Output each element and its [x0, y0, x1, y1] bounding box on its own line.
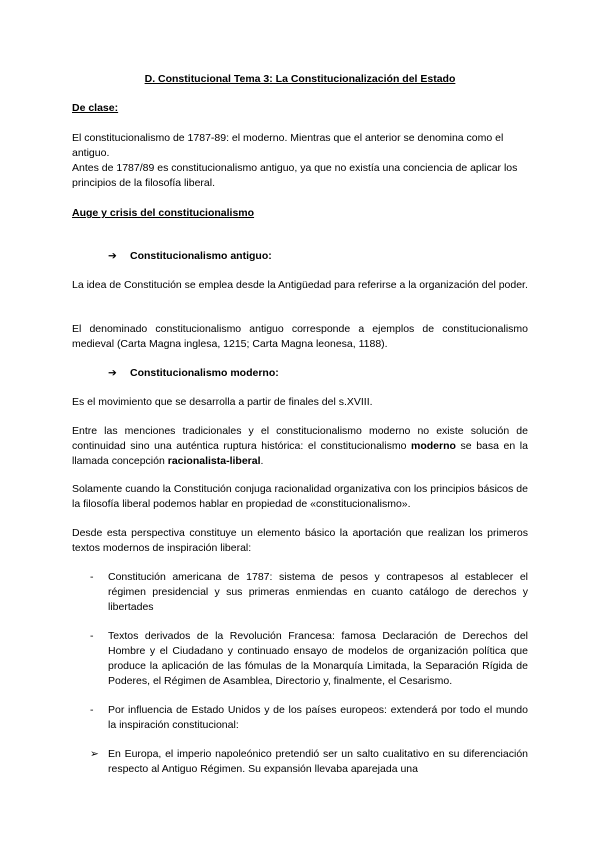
paragraph: Antes de 1787/89 es constitucionalismo antiguo, ya que no existía una conciencia de aplicar los principios de la filosofía liberal. — [72, 162, 518, 189]
paragraph: La idea de Constitución se emplea desde la Antigüedad para referirse a la organización del poder. — [72, 279, 528, 291]
section-heading-de-clase: De clase: — [72, 102, 119, 114]
bullet-dash: - — [90, 571, 94, 583]
text-run: . — [260, 455, 264, 467]
arrowhead-bullet-icon: ➢ — [90, 748, 99, 760]
section-heading-auge: Auge y crisis del constitucionalismo — [72, 207, 255, 219]
text-run: Entre las menciones tradicionales y el constitucionalismo moderno no existe solución de continuidad sino una auténtica ruptura histórica: el constitucionalismo — [72, 425, 528, 452]
document-title: D. Constitucional Tema 3: La Constitucionalización del Estado — [144, 73, 456, 85]
list-item-text: Constitución americana de 1787: sistema de pesos y contrapesos al establecer el régimen presidencial y sus primeras enmiendas en cuanto catálogo de derechos y libertades — [108, 571, 528, 613]
paragraph: El constitucionalismo de 1787-89: el moderno. Mientras que el anterior se denomina como el antiguo. — [72, 132, 504, 159]
paragraph: Desde esta perspectiva constituye un elemento básico la aportación que realizan los primeros textos modernos de inspiración liberal: — [72, 527, 528, 554]
arrow-icon: ➔ — [108, 367, 117, 379]
list-item-text: Textos derivados de la Revolución Francesa: famosa Declaración de Derechos del Hombre y el Ciudadano y continuado ensayo de modelos de organización política que produce la aplicación de las fómulas de la Monarquía Limitada, la Separación Rígida de Poderes, el Régimen de Asamblea, Directorio y, finalmente, el Cesarismo. — [108, 630, 528, 687]
bullet-dash: - — [90, 704, 94, 716]
paragraph: Solamente cuando la Constitución conjuga racionalidad organizativa con los principios básicos de la filosofía liberal podemos hablar en propiedad de «constitucionalismo». — [72, 483, 528, 510]
paragraph: El denominado constitucionalismo antiguo corresponde a ejemplos de constitucionalismo medieval (Carta Magna inglesa, 1215; Carta Magna leonesa, 1188). — [72, 323, 528, 350]
arrow-icon: ➔ — [108, 250, 117, 262]
subheading-label: Constitucionalismo antiguo: — [130, 250, 272, 262]
list-item-text: En Europa, el imperio napoleónico pretendió ser un salto cualitativo en su diferenciación respecto al Antiguo Régimen. Su expansión llevaba aparejada una — [108, 748, 528, 775]
bold-term: moderno — [411, 440, 456, 452]
subheading-antiguo — [108, 249, 272, 264]
subheading-moderno — [108, 366, 279, 381]
subheading-label: Constitucionalismo moderno: — [130, 367, 279, 379]
paragraph — [72, 424, 528, 469]
paragraph: Es el movimiento que se desarrolla a partir de finales del s.XVIII. — [72, 396, 373, 408]
bullet-dash: - — [90, 630, 94, 642]
bold-term: racionalista-liberal — [167, 455, 261, 467]
list-item-text: Por influencia de Estado Unidos y de los países europeos: extenderá por todo el mundo la inspiración constitucional: — [108, 704, 528, 731]
text-run: se basa en la llamada concepción — [72, 440, 528, 467]
